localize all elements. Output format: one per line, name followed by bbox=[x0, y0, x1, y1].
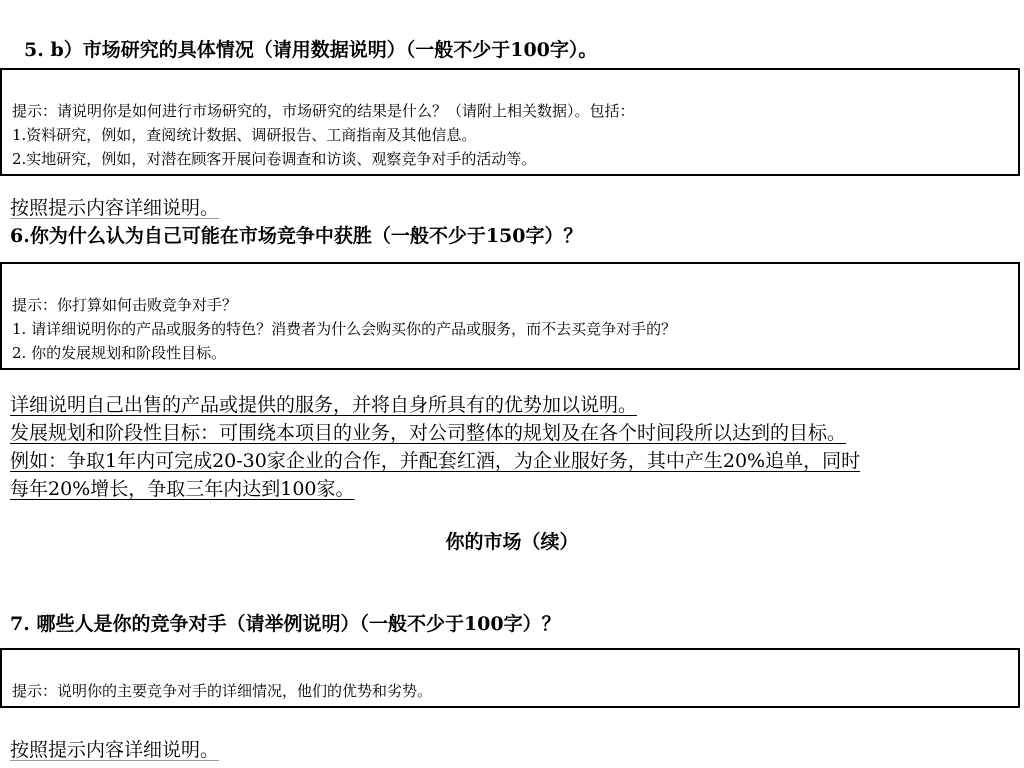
section7-answer: 按照提示内容详细说明。 bbox=[10, 739, 220, 761]
section6-hint-line: 提示：你打算如何击败竞争对手？ bbox=[12, 296, 238, 314]
section5-hint-box bbox=[0, 68, 1020, 176]
section5-answer: 按照提示内容详细说明。 bbox=[10, 197, 220, 219]
section6-title: 6.你为什么认为自己可能在市场竞争中获胜（一般不少于150字）？ bbox=[10, 225, 583, 247]
section5-title: 5. b）市场研究的具体情况（请用数据说明）（一般不少于100字）。 bbox=[24, 39, 598, 61]
continued-heading: 你的市场（续） bbox=[445, 531, 579, 553]
section6-hint-box bbox=[0, 262, 1020, 370]
section7-hint-line: 提示：说明你的主要竞争对手的详细情况，他们的优势和劣势。 bbox=[12, 682, 433, 700]
section5-hint-line: 1.资料研究，例如，查阅统计数据、调研报告、工商指南及其他信息。 bbox=[12, 126, 477, 144]
section6-answer-line: 详细说明自己出售的产品或提供的服务，并将自身所具有的优势加以说明。 bbox=[10, 394, 638, 416]
section5-hint-line: 2.实地研究，例如，对潜在顾客开展问卷调查和访谈、观察竞争对手的活动等。 bbox=[12, 150, 537, 168]
section7-hint-box bbox=[0, 648, 1020, 708]
section6-hint-line: 1. 请详细说明你的产品或服务的特色？消费者为什么会购买你的产品或服务，而不去买竞争对手的？ bbox=[12, 320, 677, 338]
section6-hint-line: 2. 你的发展规划和阶段性目标。 bbox=[12, 344, 227, 362]
section5-hint-line: 提示：请说明你是如何进行市场研究的，市场研究的结果是什么？（请附上相关数据）。包括： bbox=[12, 102, 635, 120]
section6-answer-line: 每年20%增长，争取三年内达到100家。 bbox=[10, 478, 355, 500]
section7-title: 7. 哪些人是你的竞争对手（请举例说明）（一般不少于100字）？ bbox=[10, 613, 561, 635]
section6-answer-line: 发展规划和阶段性目标：可围绕本项目的业务，对公司整体的规划及在各个时间段所以达到的目标。 bbox=[10, 422, 847, 444]
section6-answer-line: 例如：争取1年内可完成20-30家企业的合作，并配套红酒，为企业服好务，其中产生20%追单，同时 bbox=[10, 450, 861, 472]
